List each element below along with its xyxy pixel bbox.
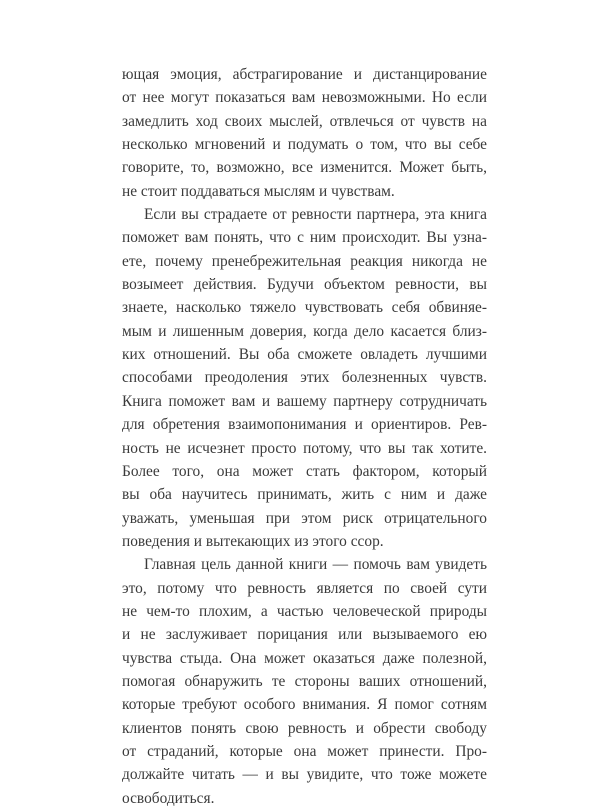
text-line: от страданий, которые она может принести. Про- [122, 742, 487, 760]
text-line: помогая обнаружить те стороны ваших отношений, [122, 672, 487, 690]
text-line: поможет вам понять, что с ним происходит. Вы узна- [122, 229, 487, 247]
text-line: поведения и вытекающих из этого ссор. [122, 532, 384, 550]
text-line: клиентов понять свою ревность и обрести свободу [122, 719, 487, 737]
text-line: возымеет действия. Будучи объектом ревности, вы [122, 276, 487, 294]
text-line: должайте читать — и вы увидите, что тоже можете [122, 766, 487, 784]
text-line: для обретения взаимопонимания и ориентиров. Рев- [122, 416, 487, 434]
text-line: ющая эмоция, абстрагирование и дистанцирование [122, 66, 487, 83]
text-line: не чем-то плохим, а частью человеческой природы [122, 602, 487, 620]
text-line: Если вы страдаете от ревности партнера, эта книга [144, 206, 487, 224]
text-line: от нее могут показаться вам невозможными. Но если [122, 89, 487, 107]
paragraph [122, 553, 487, 810]
text-line: ете, почему пренебрежительная реакция никогда не [122, 252, 487, 270]
text-line: которые требуют особого внимания. Я помог сотням [122, 696, 487, 714]
text-line: освободиться. [122, 789, 215, 807]
text-line: Более того, она может стать фактором, который [122, 462, 487, 480]
text-line: ких отношений. Вы оба сможете овладеть лучшими [122, 346, 487, 364]
text-line: уважать, уменьшая при этом риск отрицательного [122, 509, 487, 527]
text-line: чувства стыда. Она может оказаться даже полезной, [122, 649, 487, 667]
paragraph [122, 63, 487, 203]
text-line: знаете, насколько тяжело чувствовать себя обвиняе- [122, 299, 487, 317]
text-line: несколько мгновений и подумать о том, что вы себе [122, 136, 487, 154]
text-line: Книга поможет вам и вашему партнеру сотрудничать [122, 392, 487, 410]
text-line: говорите, то, возможно, все изменится. Может быть, [122, 159, 487, 177]
text-line: замедлить ход своих мыслей, отвлечься от чувств на [122, 112, 487, 130]
text-line: ность не исчезнет просто потому, что вы так хотите. [122, 439, 487, 457]
text-line: мым и лишенным доверия, когда дело касается близ- [122, 322, 487, 340]
text-line: это, потому что ревность является по своей сути [122, 579, 487, 597]
body-text [122, 63, 487, 810]
text-line: способами преодоления этих болезненных чувств. [122, 369, 487, 387]
text-line: Главная цель данной книги — помочь вам увидеть [144, 556, 487, 574]
text-line: и не заслуживает порицания или вызываемого ею [122, 626, 487, 644]
paragraph [122, 203, 487, 553]
text-line: не стоит поддаваться мыслям и чувствам. [122, 182, 395, 200]
text-line: вы оба научитесь принимать, жить с ним и даже [122, 486, 487, 504]
